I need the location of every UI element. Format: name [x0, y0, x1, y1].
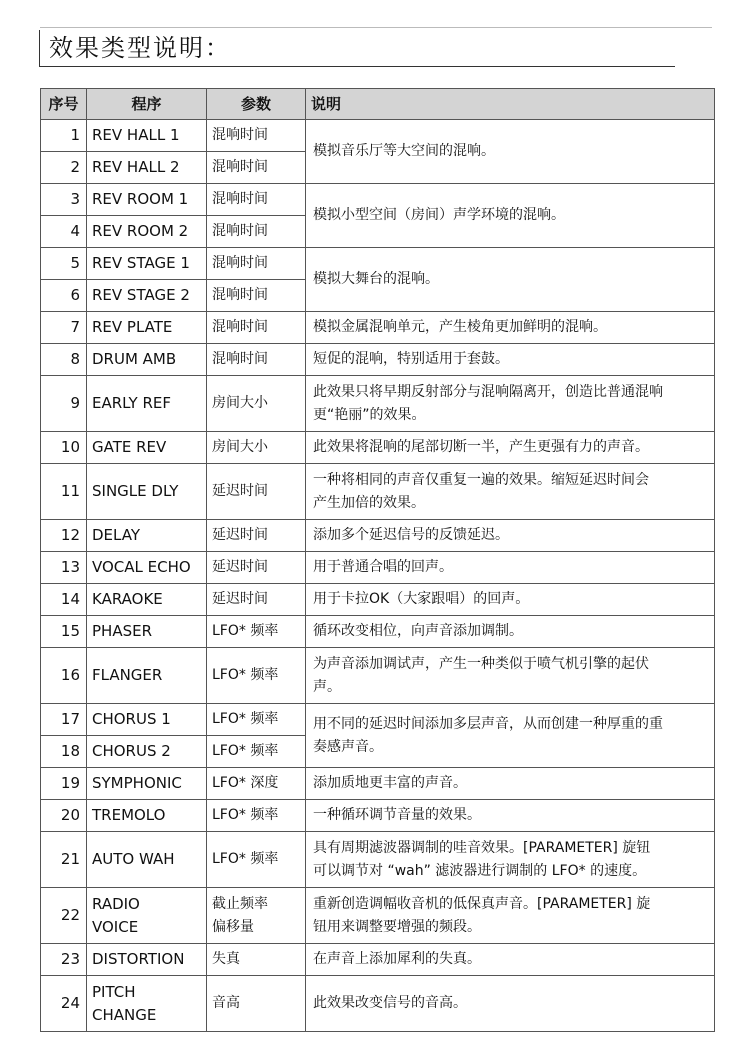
title-box	[39, 30, 675, 67]
table-row	[41, 888, 715, 944]
parameter: 混响时间	[207, 216, 306, 248]
table-row	[41, 800, 715, 832]
parameter: 房间大小	[207, 376, 306, 432]
program-name: REV ROOM 1	[87, 184, 207, 216]
program-name: GATE REV	[87, 432, 207, 464]
program-name: REV HALL 2	[87, 152, 207, 184]
table-row	[41, 312, 715, 344]
description: 模拟音乐厅等大空间的混响。	[306, 120, 715, 184]
row-number: 10	[41, 432, 87, 464]
program-name	[87, 976, 207, 1032]
description: 模拟小型空间（房间）声学环境的混响。	[306, 184, 715, 248]
program-name	[87, 888, 207, 944]
row-number: 14	[41, 584, 87, 616]
table-row	[41, 584, 715, 616]
program-name: CHORUS 1	[87, 704, 207, 736]
header-param: 参数	[207, 89, 306, 120]
parameter: LFO* 频率	[207, 704, 306, 736]
header-program: 程序	[87, 89, 207, 120]
row-number: 17	[41, 704, 87, 736]
description: 循环改变相位，向声音添加调制。	[306, 616, 715, 648]
row-number: 16	[41, 648, 87, 704]
description: 此效果改变信号的音高。	[306, 976, 715, 1032]
description: 短促的混响，特别适用于套鼓。	[306, 344, 715, 376]
description	[306, 648, 715, 704]
table-row	[41, 520, 715, 552]
program-name: REV STAGE 2	[87, 280, 207, 312]
row-number: 24	[41, 976, 87, 1032]
description: 模拟金属混响单元，产生棱角更加鲜明的混响。	[306, 312, 715, 344]
program-name-line: VOICE	[92, 917, 139, 936]
program-name-line: CHANGE	[92, 1005, 157, 1024]
description	[306, 704, 715, 768]
description-line: 可以调节对 “wah” 滤波器进行调制的 LFO* 的速度。	[313, 862, 647, 879]
description-line: 一种将相同的声音仅重复一遍的效果。缩短延迟时间会	[313, 471, 649, 488]
description: 模拟大舞台的混响。	[306, 248, 715, 312]
table-row	[41, 976, 715, 1032]
description: 用于卡拉OK（大家跟唱）的回声。	[306, 584, 715, 616]
row-number: 7	[41, 312, 87, 344]
description	[306, 376, 715, 432]
program-name: EARLY REF	[87, 376, 207, 432]
table-row	[41, 616, 715, 648]
table-row	[41, 944, 715, 976]
row-number: 6	[41, 280, 87, 312]
table-row	[41, 344, 715, 376]
parameter: 音高	[207, 976, 306, 1032]
header-desc: 说明	[306, 89, 715, 120]
page-title: 效果类型说明：	[49, 34, 231, 62]
program-name: DELAY	[87, 520, 207, 552]
parameter: 延迟时间	[207, 464, 306, 520]
parameter: LFO* 频率	[207, 648, 306, 704]
description-line: 声。	[313, 678, 341, 695]
effect-types-table	[40, 88, 715, 1032]
row-number: 12	[41, 520, 87, 552]
parameter: 混响时间	[207, 184, 306, 216]
parameter: LFO* 频率	[207, 832, 306, 888]
top-rule	[40, 27, 712, 28]
table-header-row	[41, 89, 715, 120]
program-name: AUTO WAH	[87, 832, 207, 888]
parameter	[207, 888, 306, 944]
row-number: 15	[41, 616, 87, 648]
description-line: 此效果只将早期反射部分与混响隔离开，创造比普通混响	[313, 383, 663, 400]
parameter: 失真	[207, 944, 306, 976]
row-number: 4	[41, 216, 87, 248]
description-line: 更“艳丽”的效果。	[313, 406, 426, 423]
program-name: DISTORTION	[87, 944, 207, 976]
row-number: 21	[41, 832, 87, 888]
row-number: 13	[41, 552, 87, 584]
description-line: 产生加倍的效果。	[313, 494, 425, 511]
table-row	[41, 184, 715, 216]
description-line: 钮用来调整要增强的频段。	[313, 918, 481, 935]
table-row	[41, 832, 715, 888]
program-name: REV HALL 1	[87, 120, 207, 152]
table-row	[41, 768, 715, 800]
parameter: 混响时间	[207, 280, 306, 312]
parameter: 混响时间	[207, 120, 306, 152]
description	[306, 832, 715, 888]
program-name: CHORUS 2	[87, 736, 207, 768]
parameter: 混响时间	[207, 248, 306, 280]
header-num: 序号	[41, 89, 87, 120]
parameter: 延迟时间	[207, 552, 306, 584]
row-number: 5	[41, 248, 87, 280]
description: 此效果将混响的尾部切断一半，产生更强有力的声音。	[306, 432, 715, 464]
row-number: 18	[41, 736, 87, 768]
parameter: LFO* 频率	[207, 800, 306, 832]
description-line: 奏感声音。	[313, 738, 383, 755]
description-line: 为声音添加调试声，产生一种类似于喷气机引擎的起伏	[313, 655, 649, 672]
program-name: SINGLE DLY	[87, 464, 207, 520]
program-name-line: RADIO	[92, 894, 140, 913]
description: 在声音上添加犀利的失真。	[306, 944, 715, 976]
table-row	[41, 248, 715, 280]
description-line: 具有周期滤波器调制的哇音效果。[PARAMETER] 旋钮	[313, 839, 651, 856]
program-name: DRUM AMB	[87, 344, 207, 376]
program-name: FLANGER	[87, 648, 207, 704]
row-number: 23	[41, 944, 87, 976]
parameter: LFO* 深度	[207, 768, 306, 800]
parameter: LFO* 频率	[207, 736, 306, 768]
description	[306, 464, 715, 520]
table-row	[41, 432, 715, 464]
parameter: 延迟时间	[207, 584, 306, 616]
row-number: 20	[41, 800, 87, 832]
description: 用于普通合唱的回声。	[306, 552, 715, 584]
program-name: REV ROOM 2	[87, 216, 207, 248]
row-number: 2	[41, 152, 87, 184]
row-number: 19	[41, 768, 87, 800]
program-name: REV STAGE 1	[87, 248, 207, 280]
parameter-line: 截止频率	[212, 895, 268, 912]
program-name: TREMOLO	[87, 800, 207, 832]
program-name: REV PLATE	[87, 312, 207, 344]
description: 一种循环调节音量的效果。	[306, 800, 715, 832]
row-number: 1	[41, 120, 87, 152]
row-number: 22	[41, 888, 87, 944]
table-row	[41, 552, 715, 584]
row-number: 11	[41, 464, 87, 520]
table-row	[41, 120, 715, 152]
description-line: 用不同的延迟时间添加多层声音，从而创建一种厚重的重	[313, 715, 663, 732]
parameter: 混响时间	[207, 312, 306, 344]
row-number: 8	[41, 344, 87, 376]
program-name: VOCAL ECHO	[87, 552, 207, 584]
description: 添加质地更丰富的声音。	[306, 768, 715, 800]
parameter-line: 偏移量	[212, 918, 254, 935]
parameter: 混响时间	[207, 152, 306, 184]
table-row	[41, 464, 715, 520]
program-name: SYMPHONIC	[87, 768, 207, 800]
table-row	[41, 704, 715, 736]
parameter: 延迟时间	[207, 520, 306, 552]
program-name: KARAOKE	[87, 584, 207, 616]
program-name: PHASER	[87, 616, 207, 648]
parameter: 混响时间	[207, 344, 306, 376]
description	[306, 888, 715, 944]
row-number: 9	[41, 376, 87, 432]
description-line: 重新创造调幅收音机的低保真声音。[PARAMETER] 旋	[313, 895, 651, 912]
description: 添加多个延迟信号的反馈延迟。	[306, 520, 715, 552]
row-number: 3	[41, 184, 87, 216]
parameter: LFO* 频率	[207, 616, 306, 648]
program-name-line: PITCH	[92, 982, 136, 1001]
table-row	[41, 648, 715, 704]
parameter: 房间大小	[207, 432, 306, 464]
table-row	[41, 376, 715, 432]
